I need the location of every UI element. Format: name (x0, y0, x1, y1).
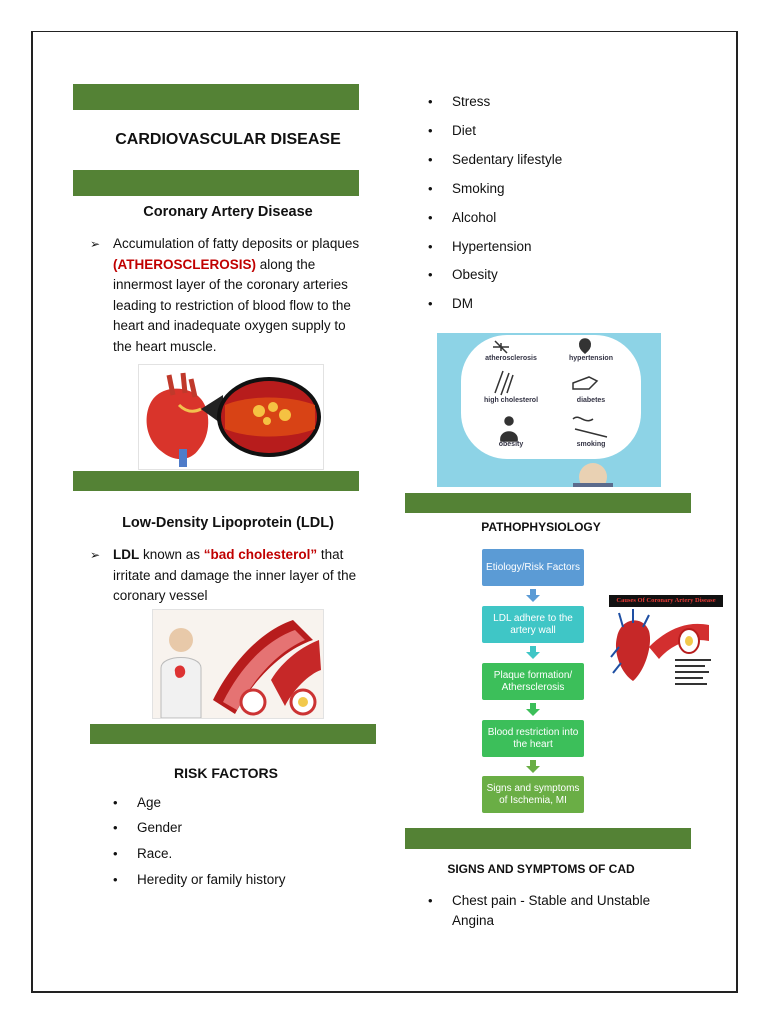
bad-cholesterol-highlight: “bad cholesterol” (203, 547, 318, 562)
flow-step: Plaque formation/ Athersclerosis (482, 663, 584, 700)
ldl-heading: Low-Density Lipoprotein (LDL) (122, 515, 334, 531)
list-item: • Diet (428, 123, 678, 138)
list-item: • Sedentary lifestyle (428, 152, 678, 167)
infographic-label: high cholesterol (483, 397, 539, 404)
list-item: • DM (428, 296, 678, 311)
arrow-bullet-icon: ➢ (90, 237, 101, 251)
list-item: • Hypertension (428, 239, 678, 254)
signs-symptoms-list (428, 891, 668, 931)
flow-step: LDL adhere to the artery wall (482, 606, 584, 643)
page-title: CARDIOVASCULAR DISEASE (115, 131, 341, 148)
list-item: • Race. (113, 846, 363, 861)
ldl-term: LDL (113, 547, 140, 562)
list-item: • Obesity (428, 267, 678, 282)
causes-cad-image (609, 595, 723, 693)
list-item: • Chest pain - Stable and Unstable Angina (428, 891, 668, 931)
cad-text-rest: along the innermost layer of the coronary arteries leading to restriction of blood flow to the heart and inadequate oxygen supply to the heart muscle. (113, 256, 351, 354)
risk-factors-heading: RISK FACTORS (174, 765, 278, 781)
flow-step: Blood restriction into the heart (482, 720, 584, 757)
infographic-label: obesity (498, 441, 524, 448)
infographic-label: diabetes (576, 397, 606, 404)
green-band (90, 724, 376, 744)
list-item: • Age (113, 795, 363, 810)
risk-factors-infographic (437, 333, 661, 487)
flow-step: Signs and symptoms of Ischemia, MI (482, 776, 584, 813)
heart-artery-image (138, 364, 324, 470)
flow-step: Etiology/Risk Factors (482, 549, 584, 586)
arrow-bullet-icon: ➢ (90, 548, 101, 562)
causes-cad-title: Causes Of Coronary Artery Disease (609, 595, 723, 607)
ldl-artery-image (152, 609, 324, 719)
green-band (405, 493, 691, 513)
infographic-label: atherosclerosis (485, 355, 537, 362)
cad-heading: Coronary Artery Disease (143, 204, 313, 220)
infographic-label: hypertension (569, 355, 613, 362)
green-band (73, 170, 359, 196)
green-band (405, 828, 691, 849)
green-band (73, 84, 359, 110)
ldl-text-rest: that irritate and damage the inner layer of the coronary vessel (113, 547, 357, 603)
green-band (73, 471, 359, 491)
list-item: • Smoking (428, 181, 678, 196)
pathophysiology-heading: PATHOPHYSIOLOGY (481, 520, 601, 534)
cad-description (113, 234, 368, 357)
ldl-description (113, 545, 368, 607)
list-item: • Gender (113, 820, 363, 835)
list-item: • Stress (428, 94, 678, 109)
atherosclerosis-highlight: (ATHEROSCLEROSIS) (113, 256, 257, 272)
more-risk-factors-list (428, 94, 678, 311)
signs-symptoms-heading: SIGNS AND SYMPTOMS OF CAD (447, 862, 635, 876)
ldl-text: known as (139, 547, 204, 562)
list-item: • Alcohol (428, 210, 678, 225)
infographic-label: smoking (576, 441, 606, 448)
cad-text: Accumulation of fatty deposits or plaques (113, 236, 360, 251)
list-item: • Heredity or family history (113, 872, 363, 887)
risk-factors-list (113, 795, 363, 887)
